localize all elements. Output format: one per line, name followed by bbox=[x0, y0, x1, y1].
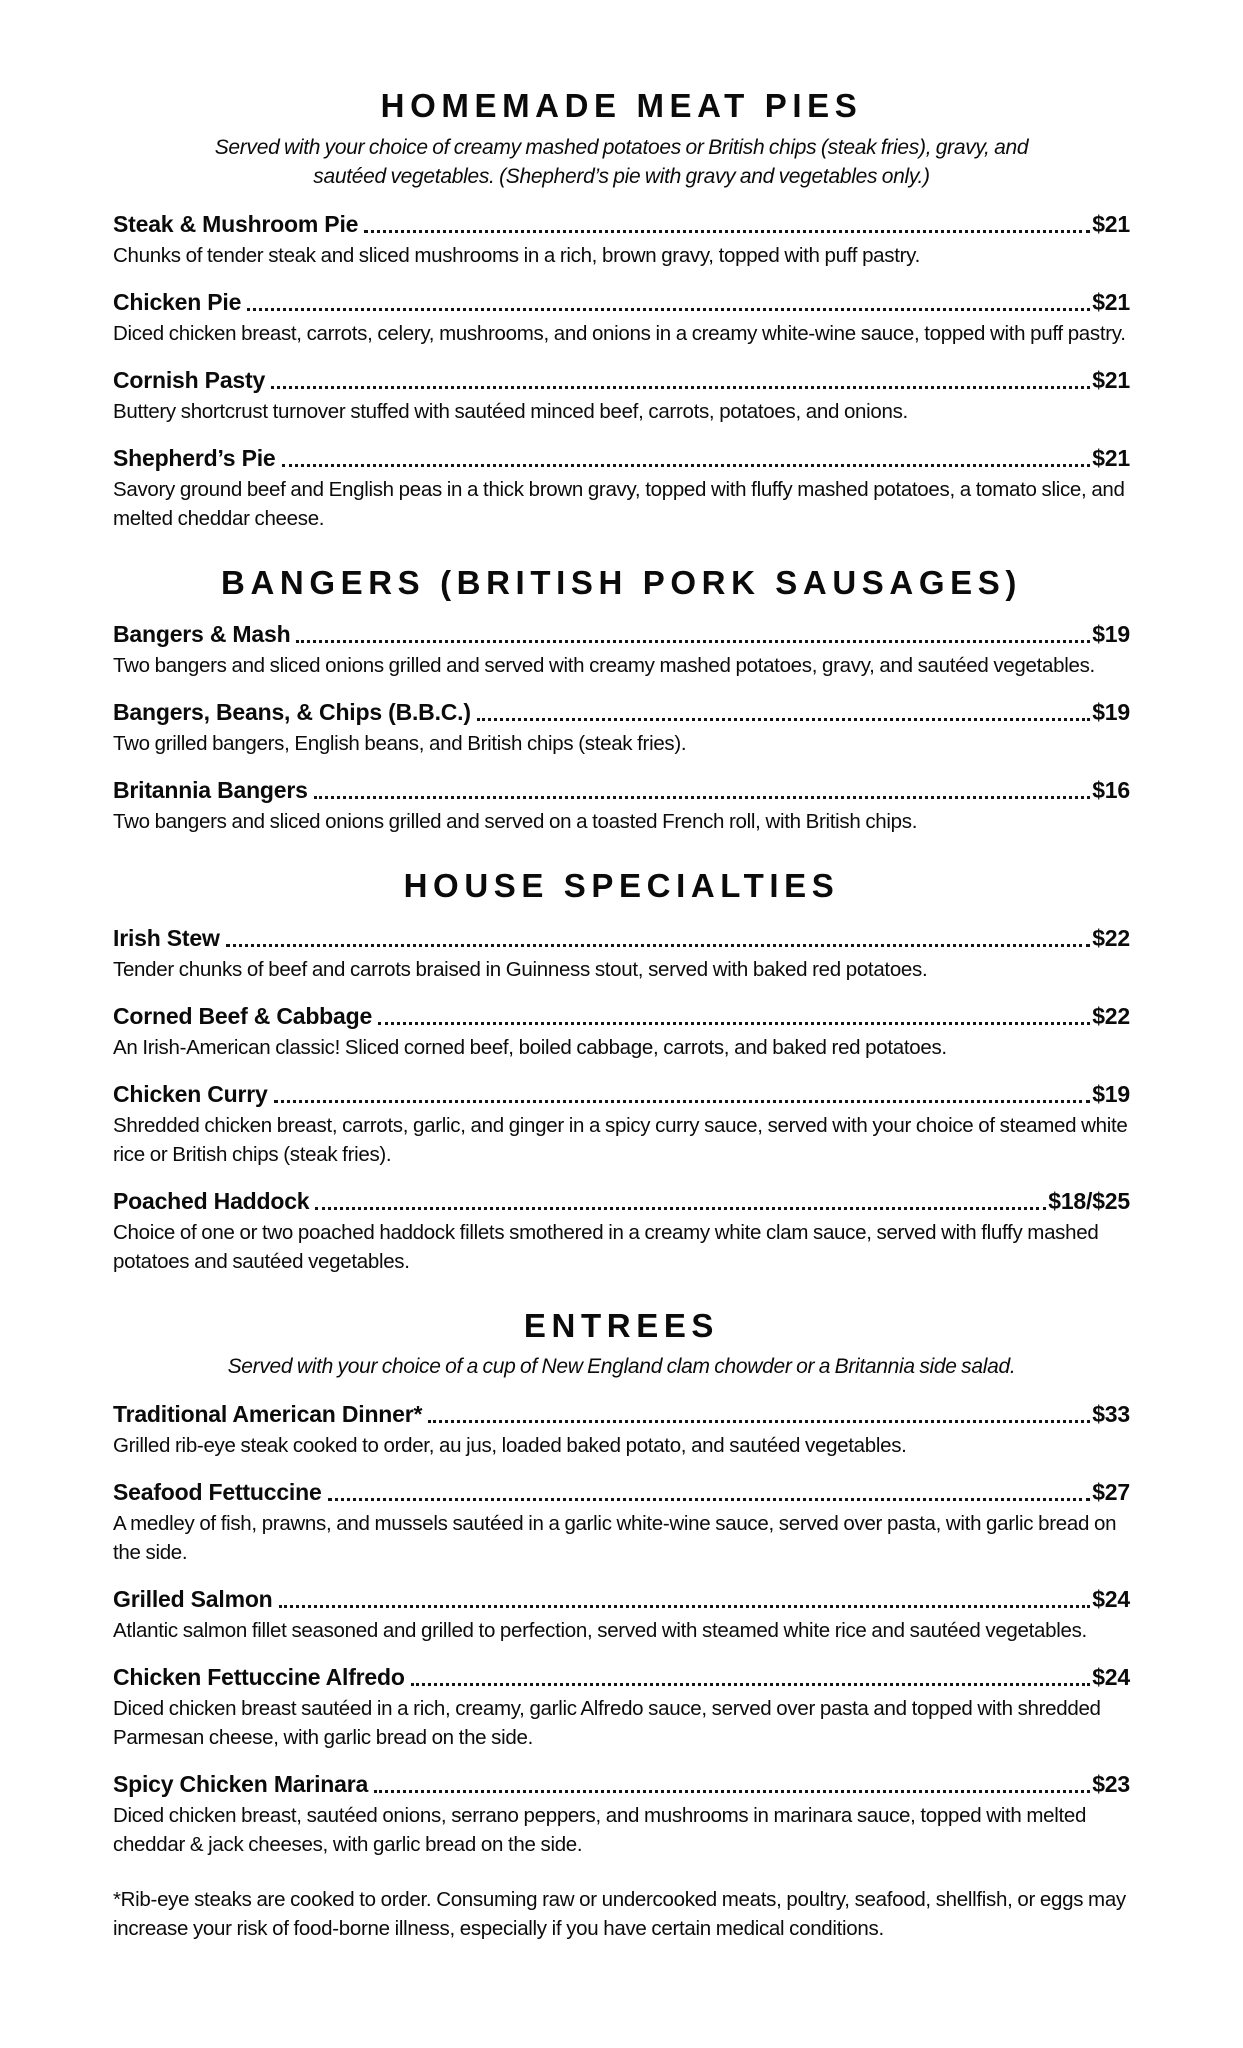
dotted-leader bbox=[374, 1790, 1090, 1793]
dotted-leader bbox=[282, 464, 1091, 467]
item-price: $21 bbox=[1092, 210, 1130, 237]
item-price: $27 bbox=[1092, 1479, 1130, 1506]
item-price: $24 bbox=[1092, 1664, 1130, 1691]
dotted-leader bbox=[315, 1207, 1046, 1210]
menu-item bbox=[113, 1662, 1130, 1752]
dotted-leader bbox=[477, 718, 1090, 721]
dotted-leader bbox=[226, 944, 1091, 947]
item-name: Bangers & Mash bbox=[113, 621, 291, 648]
item-name: Seafood Fettuccine bbox=[113, 1479, 322, 1506]
menu-sections bbox=[113, 86, 1130, 1859]
item-name: Corned Beef & Cabbage bbox=[113, 1002, 373, 1029]
section-title: HOMEMADE MEAT PIES bbox=[380, 87, 863, 124]
item-price: $19 bbox=[1092, 1080, 1130, 1107]
item-price: $23 bbox=[1092, 1771, 1130, 1798]
item-row bbox=[113, 1186, 1130, 1216]
dotted-leader bbox=[378, 1022, 1090, 1025]
menu-item bbox=[113, 619, 1130, 680]
menu-item bbox=[113, 287, 1130, 348]
menu-section bbox=[113, 1306, 1130, 1860]
menu-item bbox=[113, 1399, 1130, 1460]
section-items bbox=[113, 923, 1130, 1276]
item-name: Traditional American Dinner* bbox=[113, 1401, 423, 1428]
menu-item bbox=[113, 775, 1130, 836]
item-description: A medley of fish, prawns, and mussels sautéed in a garlic white-wine sauce, served over pasta, with garlic bread on the side. bbox=[113, 1512, 1117, 1565]
item-row bbox=[113, 697, 1130, 727]
item-row bbox=[113, 775, 1130, 805]
item-price: $22 bbox=[1092, 924, 1130, 951]
menu-item bbox=[113, 365, 1130, 426]
item-row bbox=[113, 443, 1130, 473]
item-price: $16 bbox=[1092, 777, 1130, 804]
item-price: $19 bbox=[1092, 699, 1130, 726]
dotted-leader bbox=[279, 1605, 1091, 1608]
dotted-leader bbox=[274, 1100, 1091, 1103]
menu-item bbox=[113, 923, 1130, 984]
item-description: Two bangers and sliced onions grilled and served with creamy mashed potatoes, gravy, and sautéed vegetables. bbox=[113, 654, 1095, 678]
item-row bbox=[113, 1584, 1130, 1614]
item-price: $21 bbox=[1092, 366, 1130, 393]
item-name: Steak & Mushroom Pie bbox=[113, 210, 359, 237]
menu-item bbox=[113, 1079, 1130, 1169]
item-name: Cornish Pasty bbox=[113, 366, 266, 393]
item-name: Irish Stew bbox=[113, 924, 220, 951]
section-title: BANGERS (BRITISH PORK SAUSAGES) bbox=[221, 563, 1022, 601]
section-title: ENTREES bbox=[523, 1306, 720, 1344]
item-description: Diced chicken breast, carrots, celery, mushrooms, and onions in a creamy white-wine sauce, topped with puff pastry. bbox=[113, 321, 1126, 345]
item-row bbox=[113, 1001, 1130, 1031]
item-price: $18/$25 bbox=[1048, 1187, 1130, 1214]
item-description: Atlantic salmon fillet seasoned and grilled to perfection, served with steamed white rice and sautéed vegetables. bbox=[113, 1619, 1087, 1643]
item-description: Shredded chicken breast, carrots, garlic, and ginger in a spicy curry sauce, served with your choice of steamed white rice or British chips (steak fries). bbox=[113, 1113, 1128, 1166]
dotted-leader bbox=[296, 640, 1090, 643]
item-row bbox=[113, 209, 1130, 239]
section-title: HOUSE SPECIALTIES bbox=[403, 867, 840, 905]
item-description: Buttery shortcrust turnover stuffed with sautéed minced beef, carrots, potatoes, and onions. bbox=[113, 399, 908, 423]
item-name: Chicken Pie bbox=[113, 288, 242, 315]
dotted-leader bbox=[328, 1498, 1091, 1501]
item-name: Chicken Fettuccine Alfredo bbox=[113, 1664, 405, 1691]
item-name: Grilled Salmon bbox=[113, 1586, 273, 1613]
menu-item bbox=[113, 1186, 1130, 1276]
item-name: Bangers, Beans, & Chips (B.B.C.) bbox=[113, 699, 471, 726]
dotted-leader bbox=[364, 230, 1090, 233]
item-row bbox=[113, 1769, 1130, 1799]
item-row bbox=[113, 1662, 1130, 1692]
item-price: $33 bbox=[1092, 1401, 1130, 1428]
menu-item bbox=[113, 1477, 1130, 1567]
menu-section bbox=[113, 563, 1130, 837]
section-subtitle: Served with your choice of a cup of New England clam chowder or a Britannia side salad. bbox=[227, 1355, 1016, 1379]
item-row bbox=[113, 1079, 1130, 1109]
item-description: An Irish-American classic! Sliced corned beef, boiled cabbage, carrots, and baked red potatoes. bbox=[113, 1035, 947, 1059]
item-name: Shepherd’s Pie bbox=[113, 444, 276, 471]
item-description: Two grilled bangers, English beans, and British chips (steak fries). bbox=[113, 732, 687, 756]
item-row bbox=[113, 365, 1130, 395]
item-description: Choice of one or two poached haddock fillets smothered in a creamy white clam sauce, served with fluffy mashed potatoes and sautéed vegetables. bbox=[113, 1220, 1099, 1273]
section-items bbox=[113, 619, 1130, 836]
menu-item bbox=[113, 209, 1130, 270]
menu-item bbox=[113, 1001, 1130, 1062]
item-description: Grilled rib-eye steak cooked to order, au jus, loaded baked potato, and sautéed vegetables. bbox=[113, 1434, 907, 1458]
item-description: Chunks of tender steak and sliced mushrooms in a rich, brown gravy, topped with puff pastry. bbox=[113, 243, 920, 267]
item-name: Britannia Bangers bbox=[113, 777, 308, 804]
item-description: Two bangers and sliced onions grilled and served on a toasted French roll, with British chips. bbox=[113, 810, 918, 834]
item-description: Tender chunks of beef and carrots braised in Guinness stout, served with baked red potatoes. bbox=[113, 957, 928, 981]
item-description: Diced chicken breast, sautéed onions, serrano peppers, and mushrooms in marinara sauce, topped with melted cheddar & jack cheeses, with garlic bread on the side. bbox=[113, 1804, 1087, 1857]
dotted-leader bbox=[411, 1683, 1090, 1686]
menu-item bbox=[113, 1584, 1130, 1645]
item-row bbox=[113, 923, 1130, 953]
dotted-leader bbox=[271, 386, 1090, 389]
item-description: Savory ground beef and English peas in a thick brown gravy, topped with fluffy mashed potatoes, a tomato slice, and melted cheddar cheese. bbox=[113, 477, 1125, 530]
item-name: Chicken Curry bbox=[113, 1080, 268, 1107]
section-items bbox=[113, 1399, 1130, 1859]
menu-item bbox=[113, 1769, 1130, 1859]
item-name: Spicy Chicken Marinara bbox=[113, 1771, 369, 1798]
dotted-leader bbox=[247, 308, 1090, 311]
footnote: *Rib-eye steaks are cooked to order. Consuming raw or undercooked meats, poultry, seafood, shellfish, or eggs may increase your risk of food-borne illness, especially if you have certain medical conditions. bbox=[113, 1888, 1126, 1941]
item-row bbox=[113, 1477, 1130, 1507]
item-price: $21 bbox=[1092, 444, 1130, 471]
section-items bbox=[113, 209, 1130, 533]
item-row bbox=[113, 287, 1130, 317]
menu-item bbox=[113, 443, 1130, 533]
menu-section bbox=[113, 86, 1130, 533]
item-name: Poached Haddock bbox=[113, 1187, 310, 1214]
item-price: $19 bbox=[1092, 621, 1130, 648]
item-description: Diced chicken breast sautéed in a rich, creamy, garlic Alfredo sauce, served over pasta and topped with shredded Parmesan cheese, with garlic bread on the side. bbox=[113, 1697, 1101, 1750]
dotted-leader bbox=[314, 796, 1091, 799]
item-price: $24 bbox=[1092, 1586, 1130, 1613]
menu-section bbox=[113, 866, 1130, 1276]
item-price: $22 bbox=[1092, 1002, 1130, 1029]
dotted-leader bbox=[428, 1420, 1090, 1423]
menu-item bbox=[113, 697, 1130, 758]
section-subtitle: Served with your choice of creamy mashed potatoes or British chips (steak fries), gravy, and sautéed vegetables. (Shepherd’s pie with gravy and vegetables only.) bbox=[214, 135, 1029, 188]
item-row bbox=[113, 619, 1130, 649]
item-row bbox=[113, 1399, 1130, 1429]
item-price: $21 bbox=[1092, 288, 1130, 315]
